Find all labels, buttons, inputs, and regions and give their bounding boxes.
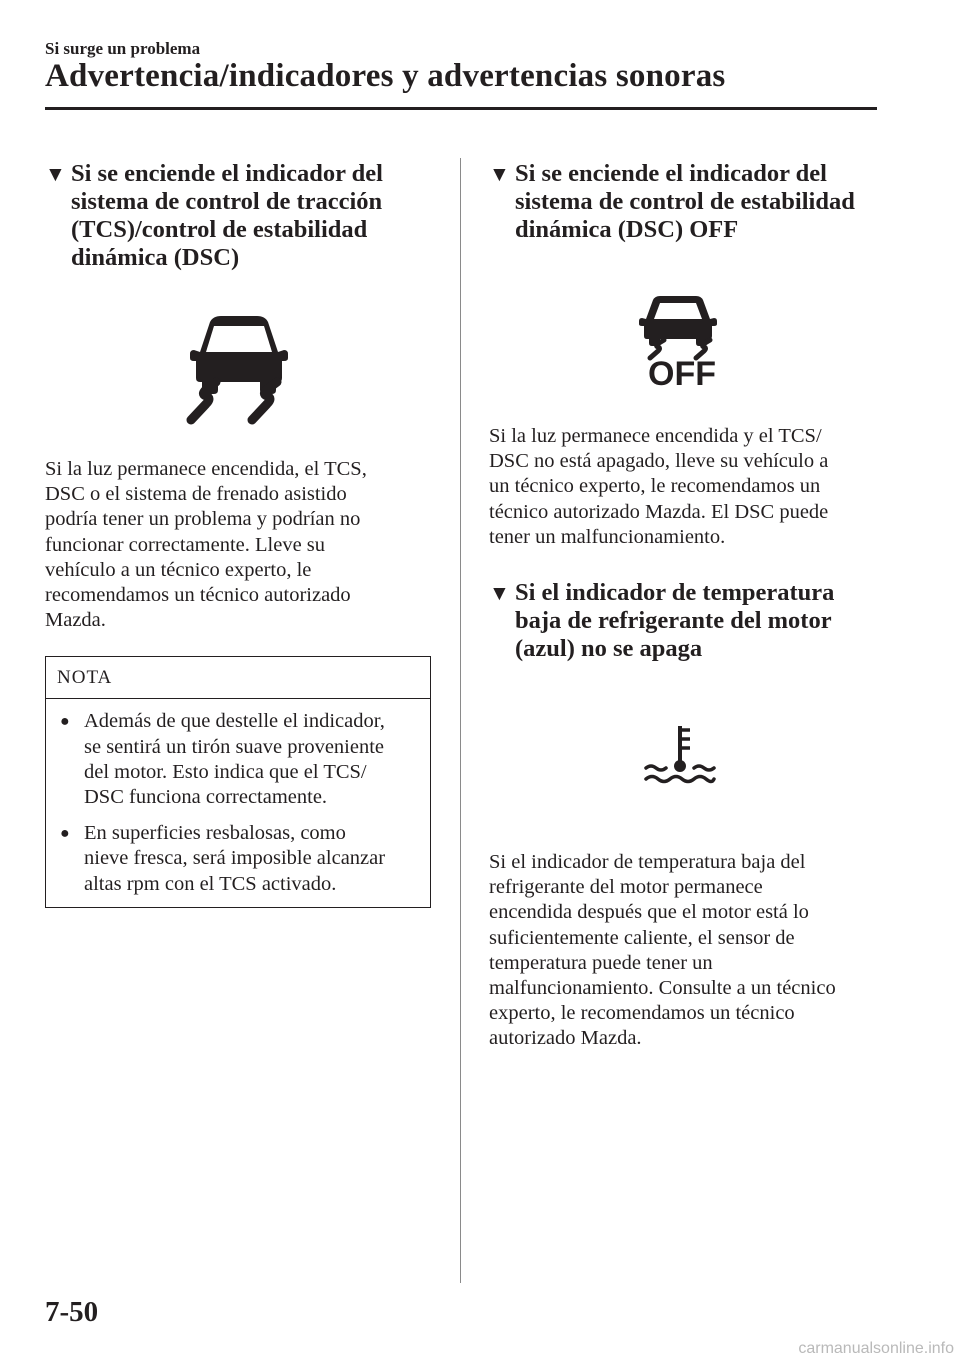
body-line: Mazda. (45, 609, 106, 632)
heading-line: Si se enciende el indicador del (71, 160, 383, 187)
tcs-dsc-indicator-icon (45, 310, 433, 425)
body-line: Si la luz permanece encendida y el TCS/ (489, 425, 822, 447)
section-kicker: Si surge un problema (45, 39, 201, 58)
body-line: experto, le recomendamos un técnico (489, 1002, 795, 1025)
off-label: OFF (647, 355, 716, 386)
note-title: NOTA (46, 657, 430, 699)
dsc-off-indicator-icon (489, 294, 884, 386)
body-line: podría tener un problema y podrían no (45, 508, 361, 531)
tcs-dsc-body (45, 457, 433, 633)
body-line: suficientemente caliente, el sensor de (489, 926, 795, 949)
low-coolant-body (489, 850, 884, 1052)
note-line: del motor. Esto indica que el TCS/ (84, 760, 367, 783)
section-heading-tcs-dsc (45, 160, 433, 272)
body-line: tener un malfuncionamiento. (489, 525, 726, 548)
header-rule (45, 107, 877, 110)
note-item (57, 821, 420, 897)
heading-line: dinámica (DSC) OFF (515, 216, 739, 243)
heading-line: baja de refrigerante del motor (515, 607, 832, 635)
page-number: 7-50 (45, 1296, 99, 1328)
body-line: temperatura puede tener un (489, 951, 713, 974)
body-line: Si la luz permanece encendida, el TCS, (45, 458, 367, 480)
note-line: nieve fresca, será imposible alcanzar (84, 847, 386, 870)
bullet-icon: ● (60, 825, 70, 843)
body-line: recomendamos un técnico autorizado (45, 584, 351, 607)
heading-line: Si el indicador de temperatura (515, 579, 835, 607)
body-line: DSC o el sistema de frenado asistido (45, 483, 347, 506)
triangle-marker-icon: ▼ (489, 162, 510, 186)
section-heading-dsc-off (489, 160, 884, 244)
body-line: encendida después que el motor está lo (489, 901, 809, 924)
body-line: técnico autorizado Mazda. El DSC puede (489, 500, 829, 523)
body-line: autorizado Mazda. (489, 1027, 642, 1050)
note-line: se sentirá un tirón suave proveniente (84, 735, 385, 758)
heading-line: (TCS)/control de estabilidad (71, 216, 368, 243)
heading-line: Si se enciende el indicador del (515, 160, 827, 187)
right-column (489, 160, 884, 1052)
note-list (46, 699, 430, 906)
heading-line: sistema de control de estabilidad (515, 188, 855, 215)
note-line: altas rpm con el TCS activado. (84, 872, 337, 895)
column-divider (460, 158, 461, 1283)
heading-line: sistema de control de tracción (71, 188, 383, 215)
bullet-icon: ● (60, 713, 70, 731)
heading-line: (azul) no se apaga (515, 635, 703, 663)
low-coolant-temperature-icon (489, 722, 884, 786)
note-line: Además de que destelle el indicador, (84, 710, 385, 733)
section-heading-low-coolant (489, 579, 884, 663)
left-column (45, 160, 433, 908)
body-line: DSC no está apagado, lleve su vehículo a (489, 450, 829, 473)
dsc-off-body (489, 424, 884, 550)
body-line: Si el indicador de temperatura baja del (489, 851, 806, 874)
note-box (45, 656, 431, 907)
body-line: un técnico experto, le recomendamos un (489, 475, 821, 498)
triangle-marker-icon: ▼ (489, 581, 510, 606)
body-line: malfuncionamiento. Consulte a un técnico (489, 977, 836, 1000)
watermark: carmanualsonline.info (798, 1340, 954, 1357)
page-title: Advertencia/indicadores y advertencias sonoras (45, 58, 726, 94)
body-line: refrigerante del motor permanece (489, 876, 763, 899)
triangle-marker-icon: ▼ (45, 162, 66, 186)
body-line: funcionar correctamente. Lleve su (45, 533, 326, 556)
note-line: En superficies resbalosas, como (84, 822, 346, 845)
note-item (57, 709, 420, 810)
body-line: vehículo a un técnico experto, le (45, 558, 312, 581)
heading-line: dinámica (DSC) (71, 244, 240, 271)
note-line: DSC funciona correctamente. (84, 786, 328, 809)
